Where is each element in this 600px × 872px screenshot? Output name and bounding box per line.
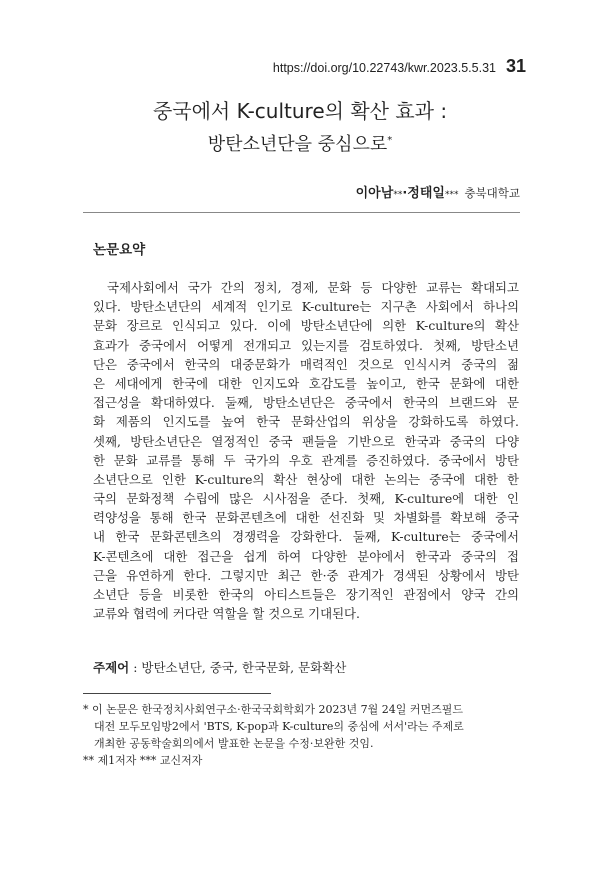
doi-link[interactable]: https://doi.org/10.22743/kwr.2023.5.5.31 xyxy=(272,61,496,75)
abstract-line: 소년단 등을 비롯한 한국의 아티스트들은 장기적인 관점에서 양국 간의 xyxy=(93,587,519,602)
abstract-line: 한 문화 교류를 통해 두 국가의 우호 관계를 증진하였다. 중국에서 방탄 xyxy=(93,452,519,468)
footnote-1-line: 개최한 공동학술회의에서 발표한 논문을 수정·보완한 것임. xyxy=(94,737,374,750)
subtitle-text: 방탄소년단을 중심으로 xyxy=(207,134,388,155)
author-1-mark: ** xyxy=(393,190,403,200)
author-line xyxy=(356,182,520,201)
abstract-line: K-콘텐츠에 대한 접근을 쉽게 하여 다양한 분야에서 한국과 중국의 접 xyxy=(93,548,519,564)
footnotes xyxy=(83,701,523,769)
abstract-line: 국의 문화정책 수립에 많은 시사점을 준다. 첫째, K-culture에 대한 인 xyxy=(93,491,519,507)
abstract-line: 효과가 중국에서 어떻게 전개되고 있는지를 검토하였다. 첫째, 방탄소년 xyxy=(93,337,519,353)
footnote-1-mark: * xyxy=(83,703,89,716)
keywords xyxy=(93,658,346,676)
subtitle-footnote-mark: * xyxy=(387,135,393,146)
abstract-body xyxy=(93,278,519,623)
abstract-line: 은 세대에게 한국에 대한 인지도와 호감도를 높이고, 한국 문화에 대한 xyxy=(93,375,519,391)
abstract-line: 소년단으로 인한 K-culture의 확산 현상에 대한 논의는 중국에 대한 한 xyxy=(93,471,519,487)
author-2: 정태일 xyxy=(407,186,445,201)
page-header xyxy=(273,56,526,77)
paper-subtitle xyxy=(0,130,600,156)
abstract-line: 력양성을 통해 한국 문화콘텐츠에 대한 선진화 및 차별화를 확보해 중국 xyxy=(93,510,519,526)
header-divider xyxy=(83,212,520,213)
keywords-list: 방탄소년단, 중국, 한국문화, 문화확산 xyxy=(141,660,347,675)
page-number: 31 xyxy=(505,56,526,76)
keywords-label: 주제어 xyxy=(93,660,130,675)
abstract-line: 문화 장르로 인식되고 있다. 이에 방탄소년단에 의한 K-culture의 확산 xyxy=(93,318,519,334)
abstract-line: 있다. 방탄소년단의 세계적 인기로 K-culture는 지구촌 사회에서 하나의 xyxy=(93,299,519,315)
footnote-1-text: 이 논문은 한국정치사회연구소·한국국회학회가 2023년 7월 24일 커먼즈필드 xyxy=(92,703,463,716)
author-separator: · xyxy=(402,186,408,201)
abstract-line: 내 한국 문화콘텐츠의 경쟁력을 강화한다. 둘째, K-culture는 중국에서 xyxy=(93,529,519,545)
footnote-2: ** 제1저자 *** 교신저자 xyxy=(83,754,203,767)
keywords-separator: : xyxy=(129,660,142,675)
abstract-line: 셋째, 방탄소년단은 열정적인 중국 팬들을 기반으로 한국과 중국의 다양 xyxy=(93,433,519,449)
author-1: 이아남 xyxy=(355,186,394,201)
affiliation: 충북대학교 xyxy=(464,186,520,200)
abstract-line: 교류와 협력에 커다란 역할을 할 것으로 기대된다. xyxy=(93,606,360,622)
abstract-line: 화 제품의 인지도를 높여 한국 문화산업의 위상을 강화하도록 하였다. xyxy=(93,414,519,430)
author-2-mark: *** xyxy=(444,190,459,200)
footnote-1-line xyxy=(83,701,523,718)
abstract-line: 단은 중국에서 한국의 대중문화가 매력적인 것으로 인식시켜 중국의 젊 xyxy=(93,356,519,372)
abstract-line: 국제사회에서 국가 간의 정치, 경제, 문화 등 다양한 교류는 확대되고 xyxy=(107,280,519,295)
paper-title: 중국에서 K-culture의 확산 효과 : xyxy=(152,99,448,123)
footnote-divider xyxy=(83,693,271,694)
abstract-line: 근을 유연하게 한다. 그렇지만 최근 한·중 관계가 경색된 상황에서 방탄 xyxy=(93,567,519,583)
abstract-line: 접근성을 확대하였다. 둘째, 방탄소년단은 중국에서 한국의 브랜드와 문 xyxy=(93,395,519,411)
footnote-1-line: 대전 모두모임방2에서 'BTS, K-pop과 K-culture의 중심에 서서'라는 주제로 xyxy=(94,720,464,733)
abstract-heading: 논문요약 xyxy=(93,242,146,258)
